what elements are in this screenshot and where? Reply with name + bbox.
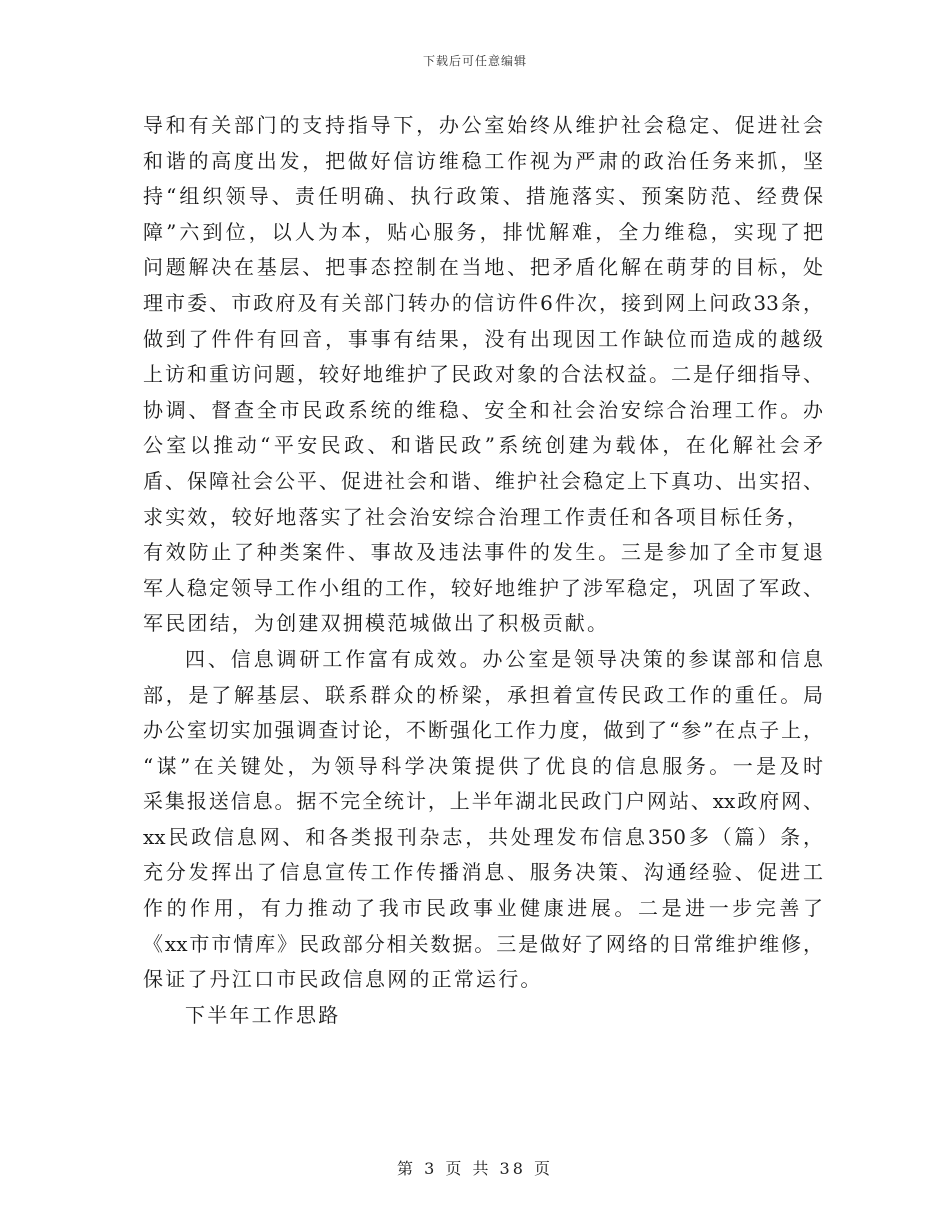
text-line: 采集报送信息。据不完全统计，上半年湖北民政门户网站、xx政府网、 — [143, 789, 823, 814]
text-line: 军人稳定领导工作小组的工作，较好地维护了涉军稳定，巩固了军政、 — [143, 575, 823, 600]
text-line: 办公室切实加强调查讨论，不断强化工作力度，做到了“参”在点子上， — [143, 718, 823, 743]
text-line: 盾、保障社会公平、促进社会和谐、维护社会稳定上下真功、出实招、 — [143, 468, 823, 493]
page-footer: 第 3 页 共 38 页 — [397, 1159, 553, 1178]
text-line: 军民团结，为创建双拥模范城做出了积极贡献。 — [143, 611, 610, 636]
text-line: 有效防止了种类案件、事故及违法事件的发生。三是参加了全市复退 — [143, 540, 823, 565]
page-header: 下载后可任意编辑 — [422, 54, 527, 68]
text-line: 《xx市市情库》民政部分相关数据。三是做好了网络的日常维护维修， — [143, 931, 823, 956]
text-line: “谋”在关键处，为领导科学决策提供了优良的信息服务。一是及时 — [143, 753, 823, 778]
text-line: xx民政信息网、和各类报刊杂志，共处理发布信息350多（篇）条， — [143, 824, 823, 849]
text-line: 四、信息调研工作富有成效。办公室是领导决策的参谋部和信息 — [185, 646, 823, 671]
text-line: 公室以推动“平安民政、和谐民政”系统创建为载体，在化解社会矛 — [143, 433, 823, 458]
text-line: 作的作用，有力推动了我市民政事业健康进展。二是进一步完善了 — [143, 896, 823, 921]
text-line: 部，是了解基层、联系群众的桥梁，承担着宣传民政工作的重任。局 — [143, 682, 823, 707]
text-line: 障”六到位，以人为本，贴心服务，排忧解难，全力维稳，实现了把 — [143, 219, 823, 244]
text-line: 问题解决在基层、把事态控制在当地、把矛盾化解在萌芽的目标，处 — [143, 255, 823, 280]
text-line: 理市委、市政府及有关部门转办的信访件6件次，接到网上问政33条， — [143, 290, 823, 315]
text-line: 下半年工作思路 — [185, 1002, 341, 1027]
text-line: 上访和重访问题，较好地维护了民政对象的合法权益。二是仔细指导、 — [143, 362, 823, 387]
text-line: 求实效，较好地落实了社会治安综合治理工作责任和各项目标任务， — [143, 504, 809, 529]
text-line: 协调、督查全市民政系统的维稳、安全和社会治安综合治理工作。办 — [143, 397, 823, 422]
text-line: 持“组织领导、责任明确、执行政策、措施落实、预案防范、经费保 — [143, 184, 823, 209]
document-body — [143, 108, 823, 1033]
text-line: 导和有关部门的支持指导下，办公室始终从维护社会稳定、促进社会 — [143, 113, 823, 137]
text-line: 充分发挥出了信息宣传工作传播消息、服务决策、沟通经验、促进工 — [143, 860, 823, 885]
text-line: 和谐的高度出发，把做好信访维稳工作视为严肃的政治任务来抓，坚 — [143, 148, 823, 173]
text-line: 做到了件件有回音，事事有结果，没有出现因工作缺位而造成的越级 — [143, 326, 823, 351]
text-line: 保证了丹江口市民政信息网的正常运行。 — [143, 967, 543, 992]
